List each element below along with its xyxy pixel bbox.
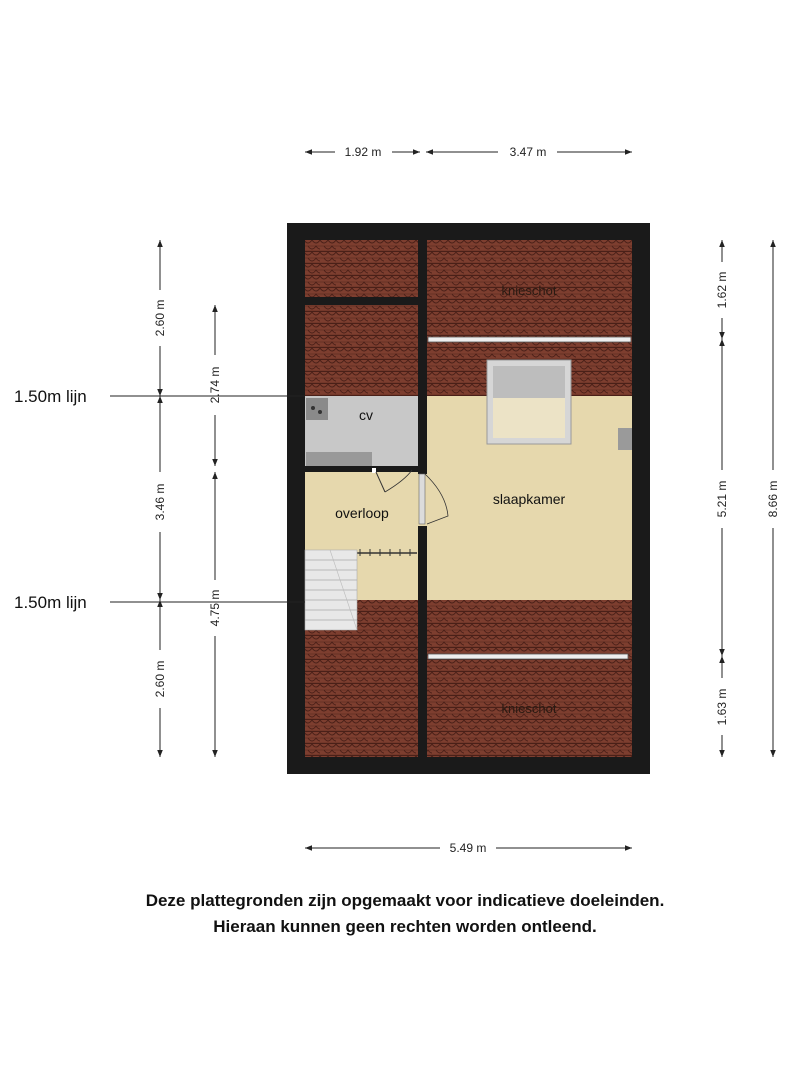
roof-tiles-top-left [305, 240, 418, 297]
dim-label-bottom: 5.49 m [449, 841, 487, 855]
dim-label-left-outer-top: 2.60 m [153, 299, 167, 337]
room-label-knieschot-bottom: knieschot [501, 701, 557, 716]
dimension-bottom [305, 841, 632, 855]
dimension-right-outer [766, 240, 780, 757]
room-label-slaapkamer: slaapkamer [492, 491, 566, 507]
dim-label-left-inner-top: 2.74 m [208, 366, 222, 404]
dim-label-top-right: 3.47 m [509, 145, 547, 159]
dim-label-right-inner-middle: 5.21 m [715, 480, 729, 518]
disclaimer-line-2: Hieraan kunnen geen rechten worden ontleend. [213, 917, 597, 936]
disclaimer-line-1: Deze plattegronden zijn opgemaakt voor indicatieve doeleinden. [145, 891, 665, 910]
roof-tiles-left-mid [305, 305, 418, 396]
dim-label-left-outer-bottom: 2.60 m [153, 660, 167, 698]
dim-label-right-inner-bottom: 1.63 m [715, 688, 729, 726]
dim-label-left-outer-middle: 3.46 m [153, 483, 167, 521]
room-label-overloop: overloop [335, 505, 389, 521]
roof-tiles-bottom-right [427, 600, 632, 757]
wall-top-left [305, 297, 418, 305]
lijn-label-lower: 1.50m lijn [14, 593, 87, 612]
knieschot-bar-top [428, 337, 631, 342]
stairs [305, 550, 357, 630]
dimension-left-inner [208, 305, 222, 757]
room-label-cv: cv [359, 407, 373, 423]
disclaimer [0, 888, 810, 940]
lijn-label-upper: 1.50m lijn [14, 387, 87, 406]
wall-fixture [618, 428, 632, 450]
cv-unit [306, 398, 328, 420]
dim-label-top-left: 1.92 m [344, 145, 382, 159]
wall-cv-overloop [305, 466, 418, 472]
room-label-knieschot-top: knieschot [501, 283, 557, 298]
dim-label-right-inner-top: 1.62 m [715, 271, 729, 309]
knieschot-bar-bottom [428, 654, 628, 659]
dimension-right-inner [715, 240, 729, 757]
dimension-left-outer [153, 240, 167, 757]
dimension-top-left [305, 145, 420, 159]
dim-label-right-outer: 8.66 m [766, 480, 780, 518]
dimension-top-right [426, 145, 632, 159]
dim-label-left-inner-bottom: 4.75 m [208, 589, 222, 627]
cv-counter [306, 452, 372, 466]
